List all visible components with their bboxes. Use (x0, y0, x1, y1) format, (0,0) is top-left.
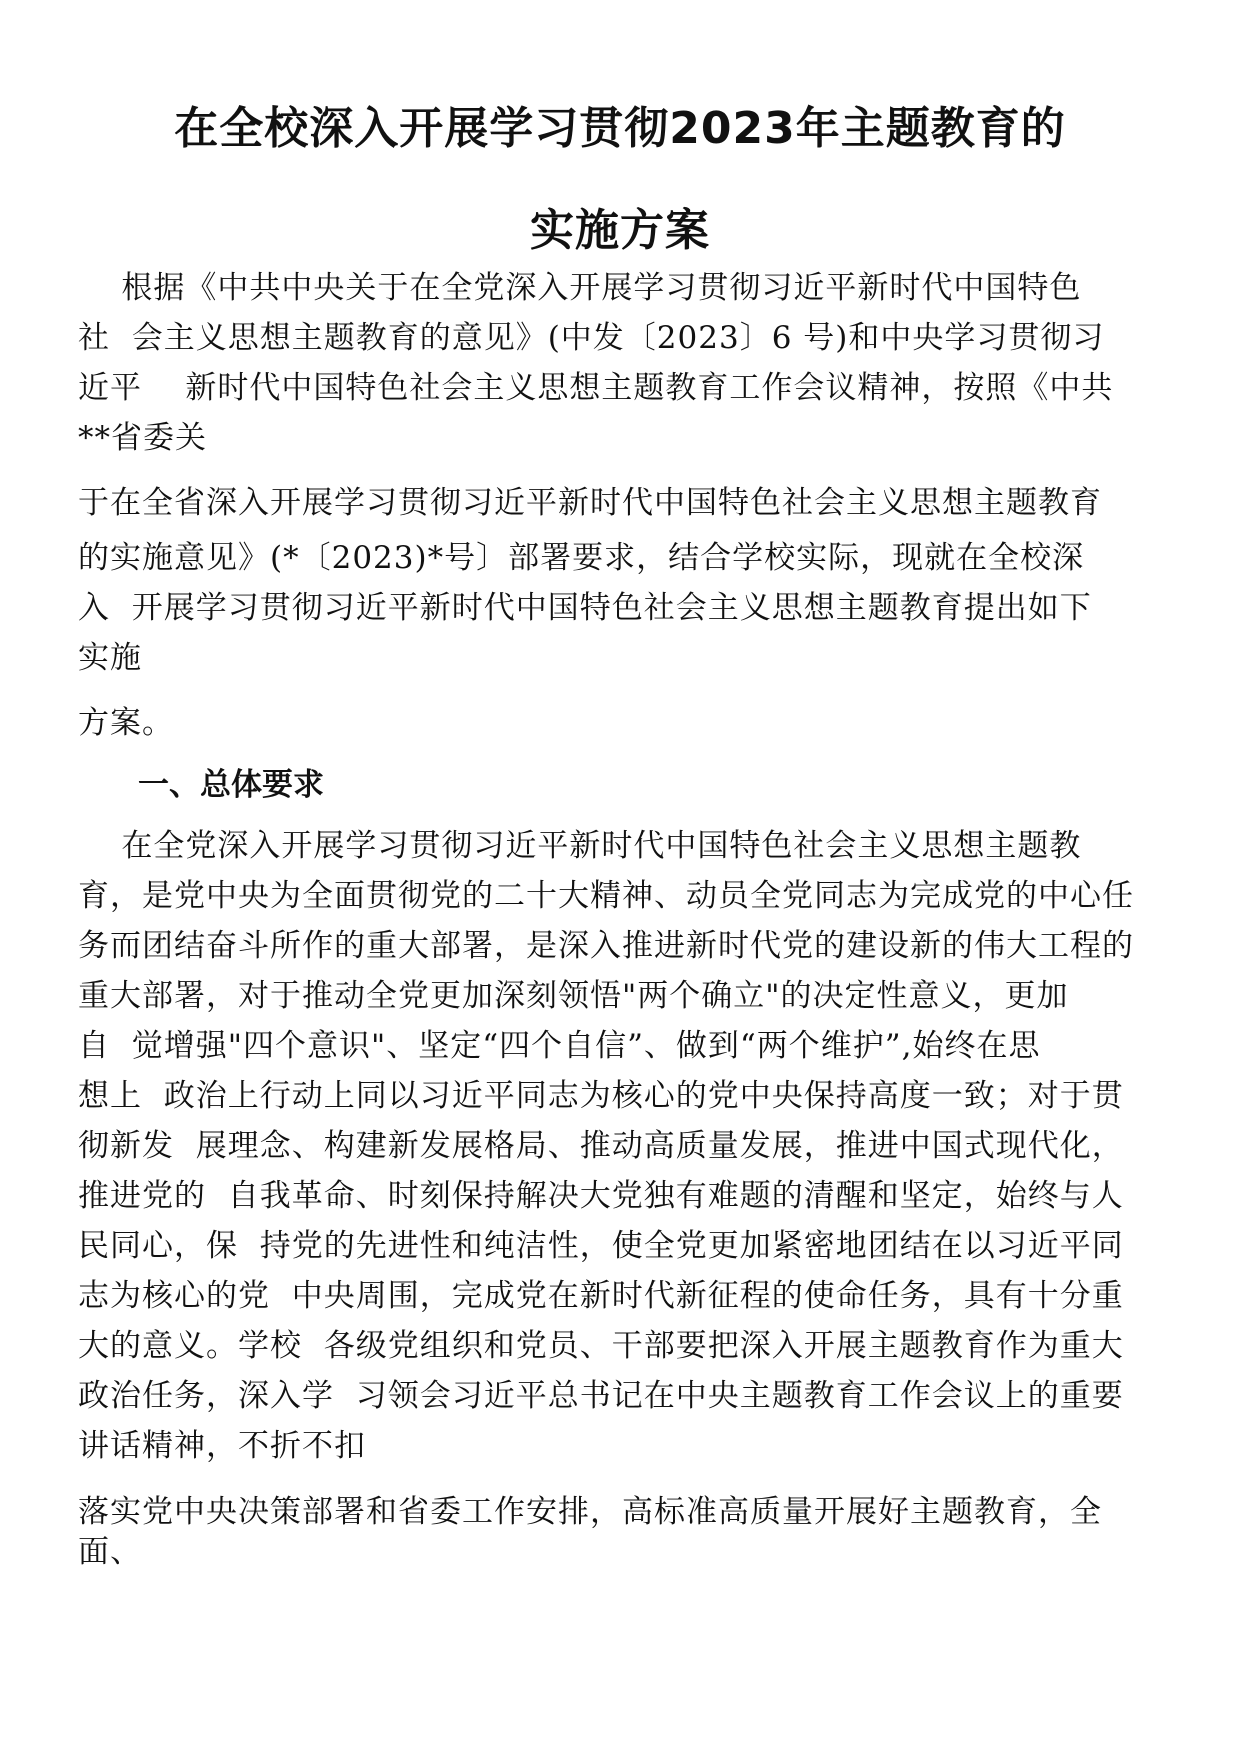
document-title-line-1: 在全校深入开展学习贯彻2023年主题教育的 (174, 103, 1066, 154)
intro-line-1: 根据《中共中央关于在全党深入开展学习贯彻习近平新时代中国特色 (78, 270, 1082, 306)
section1-line-9: 民同心，保 持党的先进性和纯洁性，使全党更加紧密地团结在以习近平同 (78, 1228, 1124, 1264)
section-heading-overall-requirements: 一、总体要求 (138, 767, 324, 803)
intro-line-8: 实施 (78, 640, 142, 676)
intro-line-4: **省委关 (78, 420, 207, 456)
intro-line-2: 社 会主义思想主题教育的意见》(中发〔2023〕6 号)和中央学习贯彻习 (78, 320, 1105, 356)
intro-line-3: 近平 新时代中国特色社会主义思想主题教育工作会议精神，按照《中共 (78, 370, 1114, 406)
intro-line-9: 方案。 (78, 705, 174, 741)
section1-line-10: 志为核心的党 中央周围，完成党在新时代新征程的使命任务，具有十分重 (78, 1278, 1124, 1314)
section1-line-6: 想上 政治上行动上同以习近平同志为核心的党中央保持高度一致；对于贯 (78, 1078, 1124, 1114)
section1-line-7: 彻新发 展理念、构建新发展格局、推动高质量发展，推进中国式现代化， (78, 1128, 1124, 1164)
section1-line-4: 重大部署，对于推动全党更加深刻领悟"两个确立"的决定性意义，更加 (78, 978, 1069, 1014)
section1-line-5: 自 觉增强"四个意识"、坚定“四个自信”、做到“两个维护”,始终在思 (78, 1028, 1041, 1064)
intro-line-7: 入 开展学习贯彻习近平新时代中国特色社会主义思想主题教育提出如下 (78, 590, 1092, 626)
section1-line-3: 务而团结奋斗所作的重大部署，是深入推进新时代党的建设新的伟大工程的 (78, 928, 1134, 964)
section1-line-15: 面、 (78, 1534, 142, 1570)
section1-line-12: 政治任务，深入学 习领会习近平总书记在中央主题教育工作会议上的重要 (78, 1378, 1124, 1414)
section1-line-14: 落实党中央决策部署和省委工作安排，高标准高质量开展好主题教育，全 (78, 1494, 1102, 1530)
section1-line-11: 大的意义。学校 各级党组织和党员、干部要把深入开展主题教育作为重大 (78, 1328, 1124, 1364)
intro-line-5: 于在全省深入开展学习贯彻习近平新时代中国特色社会主义思想主题教育 (78, 485, 1102, 521)
section1-line-8: 推进党的 自我革命、时刻保持解决大党独有难题的清醒和坚定，始终与人 (78, 1178, 1124, 1214)
section1-line-1: 在全党深入开展学习贯彻习近平新时代中国特色社会主义思想主题教 (78, 828, 1082, 864)
section1-line-13: 讲话精神，不折不扣 (78, 1428, 366, 1464)
section1-line-2: 育，是党中央为全面贯彻党的二十大精神、动员全党同志为完成党的中心任 (78, 878, 1134, 914)
document-title-line-2: 实施方案 (530, 205, 710, 256)
intro-line-6: 的实施意见》(*〔2023)*号〕部署要求，结合学校实际，现就在全校深 (78, 540, 1085, 576)
